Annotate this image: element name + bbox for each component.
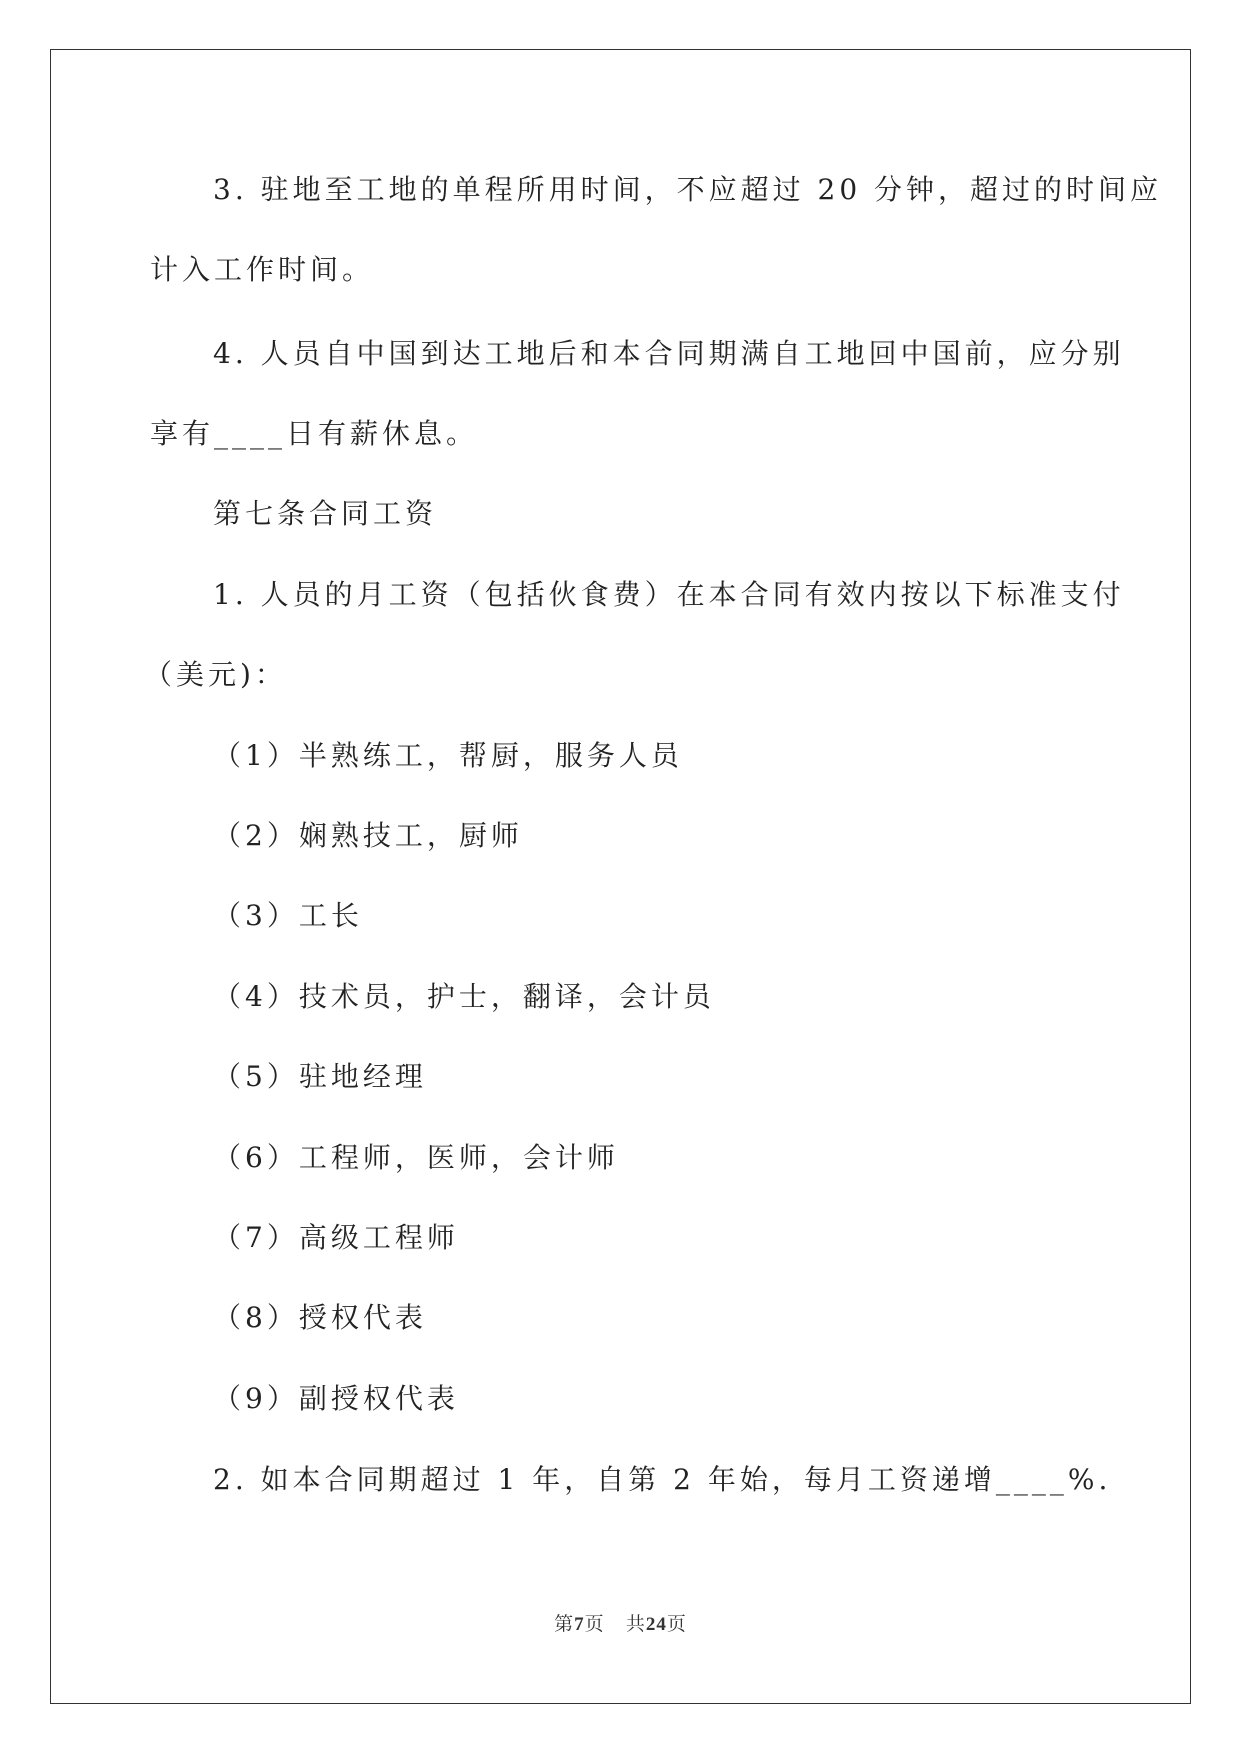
- section-heading: 第七条合同工资: [213, 497, 438, 530]
- page-label-suffix: 页: [584, 1613, 605, 1635]
- paragraph-line: （美元)：: [144, 658, 287, 691]
- paragraph-line: 计入工作时间。: [150, 253, 375, 286]
- list-item: （1）半熟练工，帮厨，服务人员: [213, 739, 683, 772]
- list-item: （9）副授权代表: [213, 1382, 459, 1415]
- total-prefix: 共: [625, 1613, 646, 1635]
- paragraph-line: 2. 如本合同期超过 1 年，自第 2 年始，每月工资递增____%.: [213, 1463, 1112, 1496]
- page-number: 7: [574, 1614, 585, 1635]
- page-frame: [50, 49, 1191, 1704]
- paragraph-line: 1. 人员的月工资（包括伙食费）在本合同有效内按以下标准支付: [213, 578, 1125, 611]
- list-item: （2）娴熟技工，厨师: [213, 819, 523, 852]
- total-pages: 24: [645, 1614, 667, 1635]
- list-item: （6）工程师，医师，会计师: [213, 1141, 619, 1174]
- paragraph-line: 享有____日有薪休息。: [150, 417, 479, 450]
- page-label-prefix: 第: [554, 1613, 575, 1635]
- total-suffix: 页: [666, 1613, 687, 1635]
- list-item: （5）驻地经理: [213, 1060, 427, 1093]
- list-item: （7）高级工程师: [213, 1221, 459, 1254]
- list-item: （8）授权代表: [213, 1301, 427, 1334]
- list-item: （3）工长: [213, 899, 363, 932]
- page-footer: [0, 1612, 1241, 1637]
- list-item: （4）技术员，护士，翻译，会计员: [213, 980, 715, 1013]
- paragraph-line: 4. 人员自中国到达工地后和本合同期满自工地回中国前，应分别: [213, 337, 1125, 370]
- paragraph-line: 3. 驻地至工地的单程所用时间，不应超过 20 分钟，超过的时间应: [213, 173, 1163, 206]
